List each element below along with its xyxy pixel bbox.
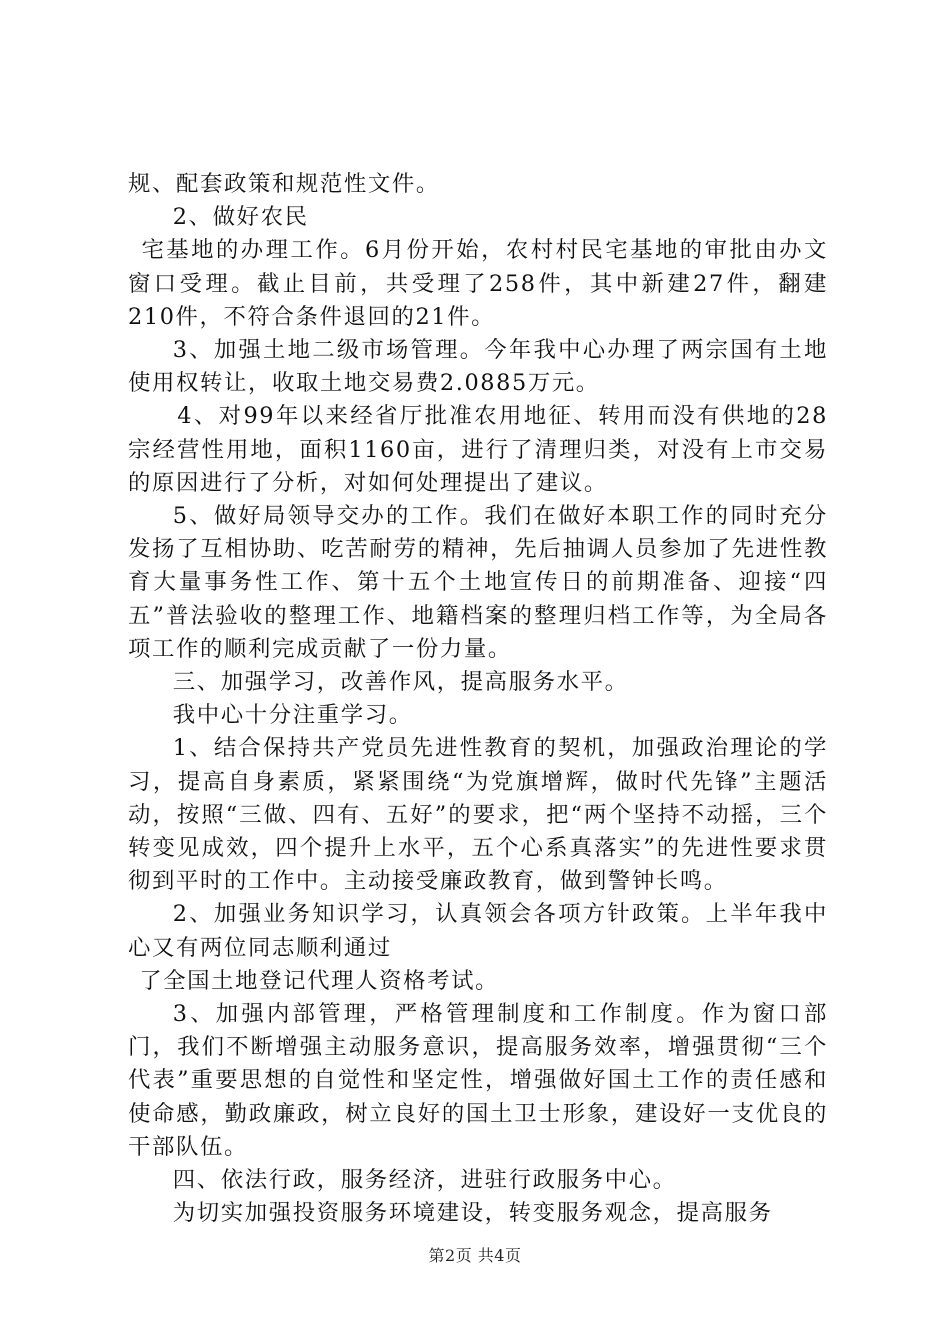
paragraph-study-2: 2、加强业务知识学习，认真领会各项方针政策。上半年我中心又有两位同志顺利通过 xyxy=(128,901,828,961)
paragraph-item-4-land: 4、对99年以来经省厅批准农用地征、转用而没有供地的28宗经营性用地，面积1160亩，进行了清理归类，对没有上市交易的原因进行了分析，对如何处理提出了建议。 xyxy=(128,403,828,496)
paragraph-study-3: 3、加强内部管理，严格管理制度和工作制度。作为窗口部门，我们不断增强主动服务意识，提高服务效率，增强贯彻“三个代表”重要思想的自觉性和坚定性，增强做好国土工作的责任感和使命感，勤政廉政，树立良好的国土卫士形象，建设好一支优良的干部队伍。 xyxy=(128,1001,828,1160)
page-footer: 第2页 共4页 xyxy=(428,1246,522,1265)
paragraph-item-3-market: 3、加强土地二级市场管理。今年我中心办理了两宗国有土地使用权转让，收取土地交易费2.0885万元。 xyxy=(128,337,828,397)
paragraph-homestead: 宅基地的办理工作。6月份开始，农村村民宅基地的审批由办文窗口受理。截止目前，共受理了258件，其中新建27件，翻建210件，不符合条件退回的21件。 xyxy=(128,237,828,330)
document-body xyxy=(128,168,828,1231)
paragraph-item-5-tasks: 5、做好局领导交办的工作。我们在做好本职工作的同时充分发扬了互相协助、吃苦耐劳的精神，先后抽调人员参加了先进性教育大量事务性工作、第十五个土地宣传日的前期准备、迎接“四五”普法验收的整理工作、地籍档案的整理归档工作等，为全局各项工作的顺利完成贡献了一份力量。 xyxy=(128,503,828,662)
section-heading-3: 三、加强学习，改善作风，提高服务水平。 xyxy=(172,669,629,696)
section-heading-4: 四、依法行政，服务经济，进驻行政服务中心。 xyxy=(172,1167,677,1194)
paragraph-study-intro: 我中心十分注重学习。 xyxy=(172,702,413,729)
paragraph-study-1: 1、结合保持共产党员先进性教育的契机，加强政治理论的学习，提高自身素质，紧紧围绕“为党旗增辉，做时代先锋”主题活动，按照“三做、四有、五好”的要求，把“两个坚持不动摇，三个转变见成效，四个提升上水平，五个心系真落实”的先进性要求贯彻到平时的工作中。主动接受廉政教育，做到警钟长鸣。 xyxy=(128,735,828,895)
paragraph-item-2-heading: 2、做好农民 xyxy=(172,204,309,231)
paragraph-study-2-cont: 了全国土地登记代理人资格考试。 xyxy=(139,967,500,994)
paragraph-continuation: 规、配套政策和规范性文件。 xyxy=(128,171,440,197)
paragraph-service-center: 为切实加强投资服务环境建设，转变服务观念，提高服务 xyxy=(172,1200,773,1227)
